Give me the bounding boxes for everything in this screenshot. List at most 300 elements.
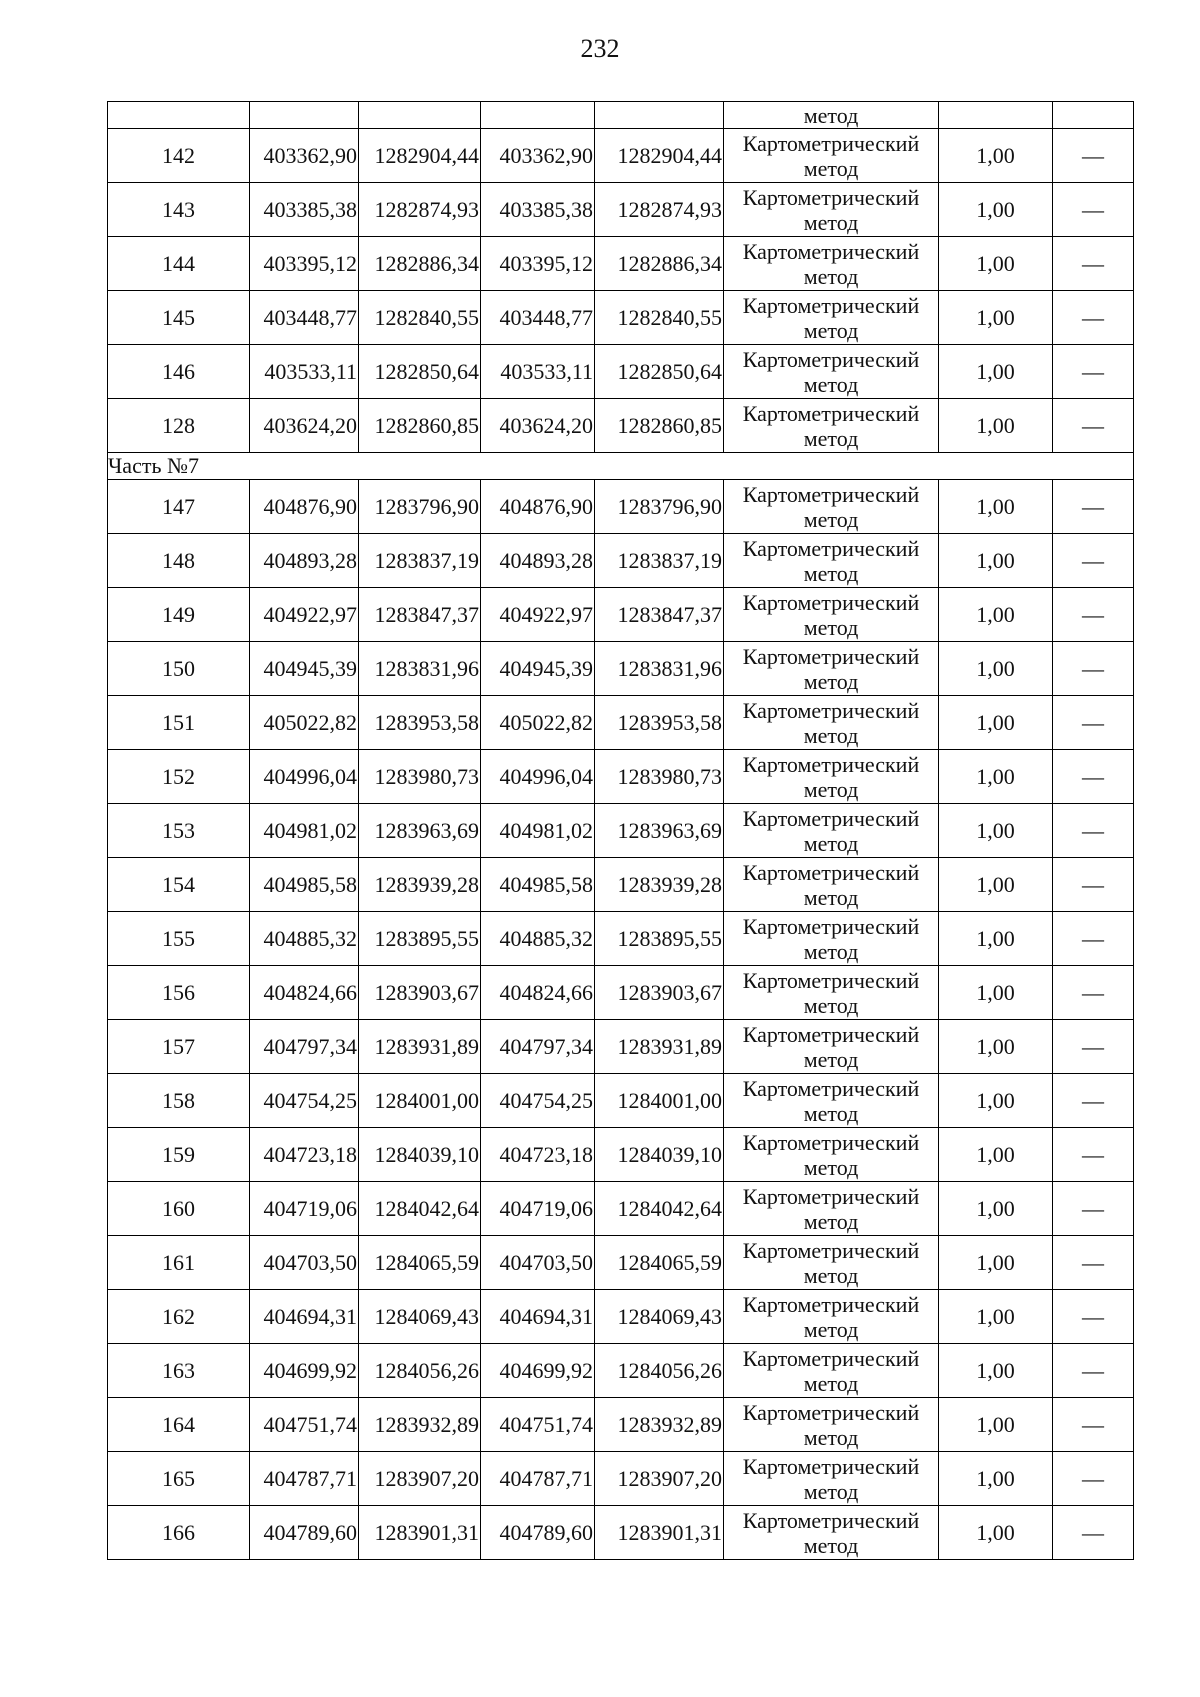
method-line-2: метод (803, 371, 859, 397)
cell-y2: 1283895,55 (595, 912, 724, 966)
cell-x2: 403533,11 (481, 345, 595, 399)
cell-y1: 1283796,90 (359, 480, 481, 534)
cell-method (724, 534, 939, 588)
cell-x1: 404703,50 (250, 1236, 359, 1290)
cell-accuracy: 1,00 (939, 642, 1053, 696)
cell-y1: 1283907,20 (359, 1452, 481, 1506)
cell-accuracy: 1,00 (939, 696, 1053, 750)
method-line-1: Картометрический (742, 1507, 920, 1533)
cell-method (724, 1074, 939, 1128)
method-line-2: метод (803, 1262, 859, 1288)
cell-accuracy: 1,00 (939, 1344, 1053, 1398)
cell-x2: 404824,66 (481, 966, 595, 1020)
cell-method (724, 1452, 939, 1506)
cell-y2: 1283953,58 (595, 696, 724, 750)
cell-y1: 1282886,34 (359, 237, 481, 291)
cell-point: 162 (108, 1290, 250, 1344)
cell-x1: 404876,90 (250, 480, 359, 534)
cell-note: — (1053, 1020, 1134, 1074)
cell-x2: 404797,34 (481, 1020, 595, 1074)
cell-method (724, 480, 939, 534)
cell-note: — (1053, 966, 1134, 1020)
method-line-1: Картометрический (742, 535, 920, 561)
cell-accuracy: 1,00 (939, 750, 1053, 804)
method-line-2: метод (803, 506, 859, 532)
method-line-1: Картометрический (742, 805, 920, 831)
cell-note: — (1053, 534, 1134, 588)
cell-accuracy (939, 102, 1053, 129)
cell-method (724, 696, 939, 750)
cell-note: — (1053, 129, 1134, 183)
method-line-1: Картометрический (742, 1237, 920, 1263)
cell-x2: 404694,31 (481, 1290, 595, 1344)
method-line-1: Картометрический (742, 1075, 920, 1101)
cell-y1: 1283931,89 (359, 1020, 481, 1074)
method-line-1: Картометрический (742, 1183, 920, 1209)
cell-y1: 1283980,73 (359, 750, 481, 804)
cell-method (724, 912, 939, 966)
table-row (108, 696, 1134, 750)
cell-accuracy: 1,00 (939, 237, 1053, 291)
cell-method (724, 966, 939, 1020)
page-number: 232 (580, 34, 620, 63)
cell-x1: 404787,71 (250, 1452, 359, 1506)
cell-point: 128 (108, 399, 250, 453)
cell-y2: 1284001,00 (595, 1074, 724, 1128)
method-line-1: Картометрический (742, 967, 920, 993)
cell-point: 159 (108, 1128, 250, 1182)
method-line-2: метод (803, 776, 859, 802)
cell-y2: 1283931,89 (595, 1020, 724, 1074)
cell-y2: 1283847,37 (595, 588, 724, 642)
method-line-2: метод (803, 317, 859, 343)
cell-accuracy: 1,00 (939, 399, 1053, 453)
method-line-1: Картометрический (742, 751, 920, 777)
table-row (108, 966, 1134, 1020)
cell-point: 148 (108, 534, 250, 588)
table-row (108, 480, 1134, 534)
cell-y1: 1282840,55 (359, 291, 481, 345)
cell-y2 (595, 102, 724, 129)
cell-point: 152 (108, 750, 250, 804)
cell-x2: 404981,02 (481, 804, 595, 858)
continuation-row (108, 102, 1134, 129)
method-line-2: метод (803, 1208, 859, 1234)
cell-note: — (1053, 642, 1134, 696)
cell-point: 165 (108, 1452, 250, 1506)
cell-x1: 404789,60 (250, 1506, 359, 1560)
cell-note: — (1053, 804, 1134, 858)
cell-y2: 1283796,90 (595, 480, 724, 534)
method-line-2: метод (803, 938, 859, 964)
cell-note: — (1053, 1398, 1134, 1452)
method-line-2: метод (803, 1370, 859, 1396)
table-body (108, 102, 1134, 1560)
table-row (108, 1452, 1134, 1506)
cell-x1: 404694,31 (250, 1290, 359, 1344)
cell-note (1053, 102, 1134, 129)
method-line-2: метод (803, 722, 859, 748)
cell-method (724, 588, 939, 642)
cell-note: — (1053, 858, 1134, 912)
cell-method (724, 237, 939, 291)
cell-note: — (1053, 183, 1134, 237)
cell-point: 153 (108, 804, 250, 858)
cell-x1 (250, 102, 359, 129)
cell-accuracy: 1,00 (939, 804, 1053, 858)
cell-accuracy: 1,00 (939, 1236, 1053, 1290)
table-row (108, 1344, 1134, 1398)
cell-note: — (1053, 345, 1134, 399)
cell-point: 146 (108, 345, 250, 399)
method-line-2: метод (803, 884, 859, 910)
cell-method (724, 858, 939, 912)
cell-y1: 1283901,31 (359, 1506, 481, 1560)
cell-method (724, 1398, 939, 1452)
cell-y1: 1283903,67 (359, 966, 481, 1020)
cell-accuracy: 1,00 (939, 1128, 1053, 1182)
table-row (108, 291, 1134, 345)
method-line-1: Картометрический (742, 1453, 920, 1479)
table-row (108, 129, 1134, 183)
method-line-1: Картометрический (742, 238, 920, 264)
cell-y2: 1282840,55 (595, 291, 724, 345)
method-line-2: метод (803, 992, 859, 1018)
cell-x2: 404723,18 (481, 1128, 595, 1182)
cell-point: 149 (108, 588, 250, 642)
method-line-2: метод (803, 1154, 859, 1180)
cell-accuracy: 1,00 (939, 1074, 1053, 1128)
cell-note: — (1053, 399, 1134, 453)
cell-y2: 1282850,64 (595, 345, 724, 399)
method-line-2: метод (803, 560, 859, 586)
method-line-1: Картометрический (742, 1129, 920, 1155)
cell-x2: 404885,32 (481, 912, 595, 966)
cell-y2: 1284065,59 (595, 1236, 724, 1290)
cell-x1: 403624,20 (250, 399, 359, 453)
cell-note: — (1053, 588, 1134, 642)
cell-y1: 1284039,10 (359, 1128, 481, 1182)
table-row (108, 750, 1134, 804)
cell-note: — (1053, 237, 1134, 291)
method-line-2: метод (803, 263, 859, 289)
cell-note: — (1053, 1452, 1134, 1506)
cell-point: 163 (108, 1344, 250, 1398)
cell-accuracy: 1,00 (939, 129, 1053, 183)
cell-note: — (1053, 1182, 1134, 1236)
method-line-2: метод (803, 209, 859, 235)
cell-point: 164 (108, 1398, 250, 1452)
method-line-1: Картометрический (742, 481, 920, 507)
table-row (108, 399, 1134, 453)
cell-x2: 403385,38 (481, 183, 595, 237)
cell-y2: 1283903,67 (595, 966, 724, 1020)
cell-x1: 404922,97 (250, 588, 359, 642)
cell-x1: 403395,12 (250, 237, 359, 291)
table-row (108, 1074, 1134, 1128)
cell-x2: 404789,60 (481, 1506, 595, 1560)
method-line-1: Картометрический (742, 643, 920, 669)
cell-y2: 1283939,28 (595, 858, 724, 912)
method-line-1: Картометрический (742, 1399, 920, 1425)
table-row (108, 804, 1134, 858)
cell-accuracy: 1,00 (939, 1398, 1053, 1452)
cell-point: 150 (108, 642, 250, 696)
cell-method (724, 1020, 939, 1074)
cell-accuracy: 1,00 (939, 1506, 1053, 1560)
cell-point: 156 (108, 966, 250, 1020)
cell-x1: 404754,25 (250, 1074, 359, 1128)
cell-method: метод (724, 102, 939, 129)
cell-method (724, 1344, 939, 1398)
cell-method (724, 399, 939, 453)
cell-y1: 1283963,69 (359, 804, 481, 858)
cell-x1: 404985,58 (250, 858, 359, 912)
cell-x2: 404945,39 (481, 642, 595, 696)
cell-x2: 403624,20 (481, 399, 595, 453)
cell-point: 157 (108, 1020, 250, 1074)
cell-point: 158 (108, 1074, 250, 1128)
cell-x1: 404981,02 (250, 804, 359, 858)
cell-x1: 404996,04 (250, 750, 359, 804)
table-row (108, 1236, 1134, 1290)
cell-point: 155 (108, 912, 250, 966)
cell-x1: 404699,92 (250, 1344, 359, 1398)
cell-x2: 403448,77 (481, 291, 595, 345)
method-line-2: метод (803, 1424, 859, 1450)
cell-x2: 404699,92 (481, 1344, 595, 1398)
method-line-1: Картометрический (742, 400, 920, 426)
cell-method (724, 1290, 939, 1344)
cell-accuracy: 1,00 (939, 1452, 1053, 1506)
cell-note: — (1053, 291, 1134, 345)
method-line-2: метод (803, 614, 859, 640)
cell-y2: 1283980,73 (595, 750, 724, 804)
cell-x2: 404754,25 (481, 1074, 595, 1128)
cell-method (724, 1236, 939, 1290)
table-row (108, 642, 1134, 696)
cell-accuracy: 1,00 (939, 534, 1053, 588)
cell-note: — (1053, 912, 1134, 966)
method-line-2: метод (803, 668, 859, 694)
cell-x2: 403362,90 (481, 129, 595, 183)
method-line-1: Картометрический (742, 346, 920, 372)
cell-y1: 1283939,28 (359, 858, 481, 912)
cell-x2: 404996,04 (481, 750, 595, 804)
method-line-1: Картометрический (742, 184, 920, 210)
cell-method (724, 750, 939, 804)
cell-x1: 403362,90 (250, 129, 359, 183)
cell-point: 145 (108, 291, 250, 345)
table-row (108, 912, 1134, 966)
cell-y2: 1282860,85 (595, 399, 724, 453)
cell-y1: 1282874,93 (359, 183, 481, 237)
method-line-2: метод (803, 1532, 859, 1558)
cell-x1: 404719,06 (250, 1182, 359, 1236)
method-line-1: Картометрический (742, 913, 920, 939)
cell-y2: 1282904,44 (595, 129, 724, 183)
cell-point: 151 (108, 696, 250, 750)
cell-accuracy: 1,00 (939, 966, 1053, 1020)
cell-y2: 1284042,64 (595, 1182, 724, 1236)
cell-note: — (1053, 1344, 1134, 1398)
cell-accuracy: 1,00 (939, 858, 1053, 912)
method-line-1: Картометрический (742, 1345, 920, 1371)
cell-accuracy: 1,00 (939, 1020, 1053, 1074)
cell-point: 144 (108, 237, 250, 291)
cell-point: 147 (108, 480, 250, 534)
cell-x1: 403385,38 (250, 183, 359, 237)
method-line-2: метод (803, 830, 859, 856)
cell-y1: 1283895,55 (359, 912, 481, 966)
cell-y2: 1284039,10 (595, 1128, 724, 1182)
cell-x2: 404751,74 (481, 1398, 595, 1452)
cell-accuracy: 1,00 (939, 291, 1053, 345)
cell-accuracy: 1,00 (939, 480, 1053, 534)
part-label: Часть №7 (108, 453, 1134, 480)
cell-x2: 405022,82 (481, 696, 595, 750)
cell-accuracy: 1,00 (939, 1182, 1053, 1236)
cell-y1: 1284056,26 (359, 1344, 481, 1398)
cell-y1: 1283847,37 (359, 588, 481, 642)
cell-accuracy: 1,00 (939, 345, 1053, 399)
cell-point: 166 (108, 1506, 250, 1560)
cell-x1: 405022,82 (250, 696, 359, 750)
cell-y1: 1283831,96 (359, 642, 481, 696)
cell-y2: 1284056,26 (595, 1344, 724, 1398)
cell-x1: 404797,34 (250, 1020, 359, 1074)
cell-x1: 404885,32 (250, 912, 359, 966)
cell-y2: 1283907,20 (595, 1452, 724, 1506)
method-line-1: Картометрический (742, 292, 920, 318)
table-row (108, 1506, 1134, 1560)
cell-point: 160 (108, 1182, 250, 1236)
table-row (108, 858, 1134, 912)
cell-y1: 1284042,64 (359, 1182, 481, 1236)
cell-point: 143 (108, 183, 250, 237)
method-line-2: метод (803, 155, 859, 181)
cell-note: — (1053, 1290, 1134, 1344)
method-line-2: метод (803, 1100, 859, 1126)
cell-note: — (1053, 1506, 1134, 1560)
cell-note: — (1053, 750, 1134, 804)
cell-accuracy: 1,00 (939, 912, 1053, 966)
table-row (108, 345, 1134, 399)
cell-method (724, 1506, 939, 1560)
cell-note: — (1053, 696, 1134, 750)
cell-x2: 404787,71 (481, 1452, 595, 1506)
cell-point: 161 (108, 1236, 250, 1290)
cell-y2: 1283932,89 (595, 1398, 724, 1452)
cell-x1: 404723,18 (250, 1128, 359, 1182)
cell-y1: 1284065,59 (359, 1236, 481, 1290)
cell-x2: 403395,12 (481, 237, 595, 291)
cell-accuracy: 1,00 (939, 588, 1053, 642)
method-line-1: Картометрический (742, 1291, 920, 1317)
cell-accuracy: 1,00 (939, 183, 1053, 237)
cell-note: — (1053, 1236, 1134, 1290)
table-row (108, 1398, 1134, 1452)
cell-y1 (359, 102, 481, 129)
cell-x1: 404893,28 (250, 534, 359, 588)
cell-x2: 404703,50 (481, 1236, 595, 1290)
cell-note: — (1053, 1128, 1134, 1182)
cell-y2: 1283963,69 (595, 804, 724, 858)
cell-x2: 404893,28 (481, 534, 595, 588)
cell-method (724, 1128, 939, 1182)
cell-x1: 404824,66 (250, 966, 359, 1020)
cell-y2: 1283837,19 (595, 534, 724, 588)
cell-y1: 1282904,44 (359, 129, 481, 183)
method-line-2: метод (803, 1478, 859, 1504)
cell-point: 142 (108, 129, 250, 183)
cell-y1: 1284001,00 (359, 1074, 481, 1128)
cell-method (724, 804, 939, 858)
cell-method (724, 642, 939, 696)
cell-y2: 1282886,34 (595, 237, 724, 291)
cell-x2 (481, 102, 595, 129)
cell-point (108, 102, 250, 129)
cell-note: — (1053, 1074, 1134, 1128)
cell-note: — (1053, 480, 1134, 534)
method-line-1: Картометрический (742, 130, 920, 156)
method-line-1: Картометрический (742, 1021, 920, 1047)
cell-y1: 1283837,19 (359, 534, 481, 588)
cell-method (724, 183, 939, 237)
method-line-1: Картометрический (742, 697, 920, 723)
cell-x2: 404876,90 (481, 480, 595, 534)
cell-point: 154 (108, 858, 250, 912)
table-row (108, 1020, 1134, 1074)
table-row (108, 588, 1134, 642)
cell-method (724, 1182, 939, 1236)
cell-y1: 1283932,89 (359, 1398, 481, 1452)
table-row (108, 1128, 1134, 1182)
cell-y1: 1283953,58 (359, 696, 481, 750)
method-line-2: метод (803, 425, 859, 451)
method-line-1: Картометрический (742, 589, 920, 615)
cell-x2: 404719,06 (481, 1182, 595, 1236)
cell-y1: 1284069,43 (359, 1290, 481, 1344)
cell-x1: 403448,77 (250, 291, 359, 345)
cell-x1: 404945,39 (250, 642, 359, 696)
part-row (108, 453, 1134, 480)
cell-y2: 1284069,43 (595, 1290, 724, 1344)
cell-x2: 404985,58 (481, 858, 595, 912)
coordinates-table (107, 101, 1134, 1560)
cell-method (724, 129, 939, 183)
cell-y1: 1282850,64 (359, 345, 481, 399)
method-line-2: метод (803, 1046, 859, 1072)
method-line-1: Картометрический (742, 859, 920, 885)
cell-method (724, 345, 939, 399)
cell-method (724, 291, 939, 345)
table-row (108, 534, 1134, 588)
table-row (108, 1182, 1134, 1236)
cell-y2: 1283831,96 (595, 642, 724, 696)
method-line-2: метод (803, 1316, 859, 1342)
table-row (108, 183, 1134, 237)
cell-x2: 404922,97 (481, 588, 595, 642)
table-row (108, 1290, 1134, 1344)
cell-x1: 404751,74 (250, 1398, 359, 1452)
table-row (108, 237, 1134, 291)
cell-accuracy: 1,00 (939, 1290, 1053, 1344)
cell-y2: 1282874,93 (595, 183, 724, 237)
cell-x1: 403533,11 (250, 345, 359, 399)
cell-y1: 1282860,85 (359, 399, 481, 453)
cell-y2: 1283901,31 (595, 1506, 724, 1560)
